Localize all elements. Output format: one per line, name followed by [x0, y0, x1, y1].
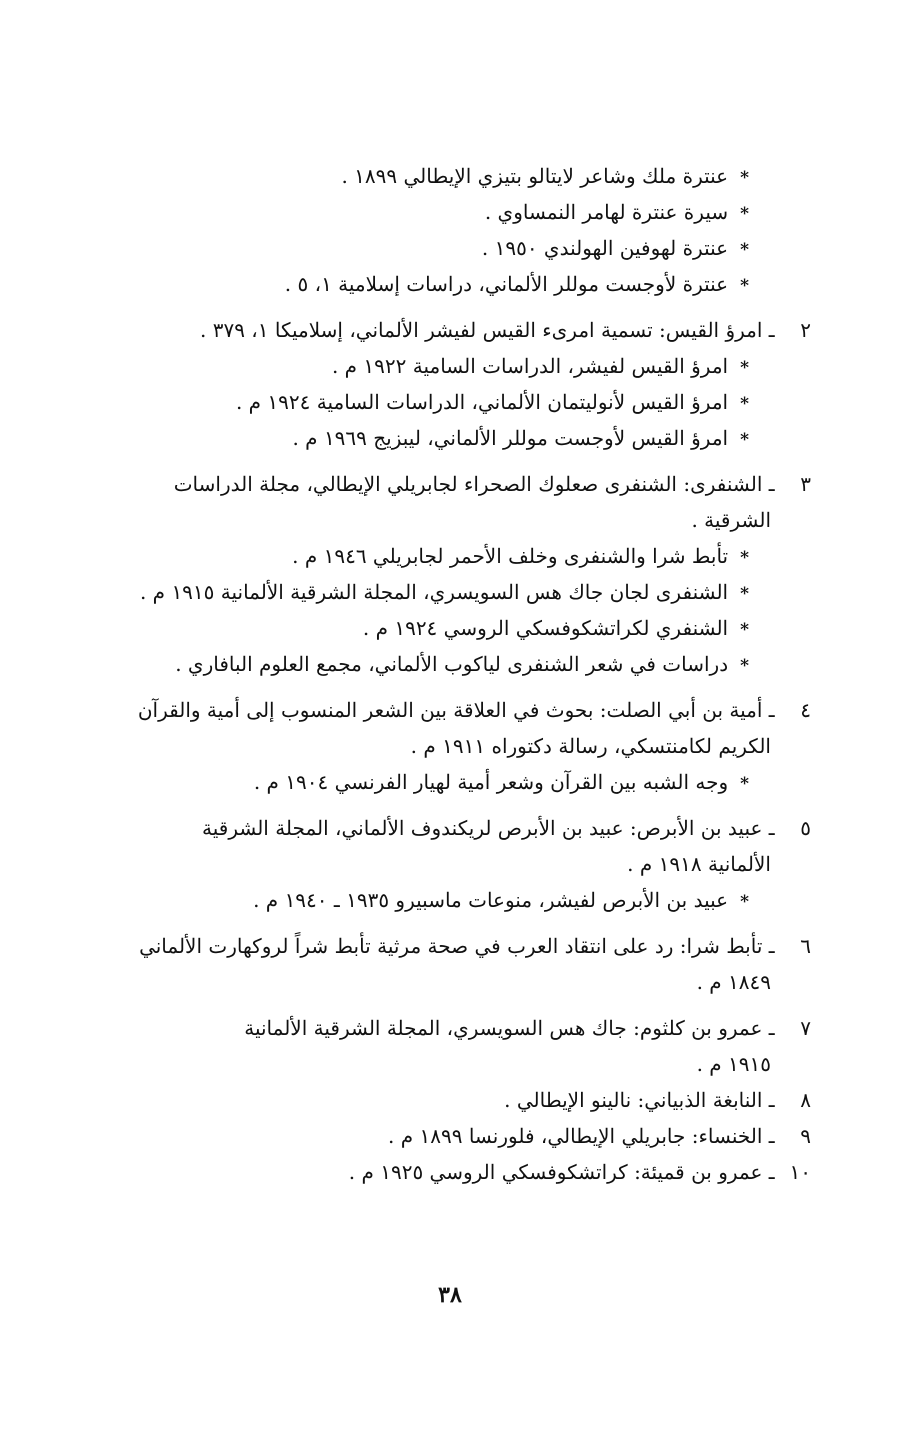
entry-continuation: الشرقية . — [691, 508, 771, 532]
entry-text: ـ أمية بن أبي الصلت: بحوث في العلاقة بين الشعر المنسوب إلى أمية والقرآن — [137, 698, 775, 722]
bullet-icon: * — [740, 620, 749, 640]
list-item — [90, 158, 811, 194]
entry-number: ٣ — [800, 472, 811, 496]
entry-text: ـ الشنفرى: الشنفرى صعلوك الصحراء لجابريلي الإيطالي، مجلة الدراسات — [173, 472, 775, 496]
list-item-text: عنترة لهوفين الهولندي ١٩٥٠ . — [481, 236, 729, 260]
entry-heading — [90, 1010, 811, 1046]
list-item-text: امرؤ القيس لفيشر، الدراسات السامية ١٩٢٢ م . — [331, 354, 729, 378]
bullet-icon: * — [740, 892, 749, 912]
bullet-icon: * — [740, 168, 749, 188]
bullet-icon: * — [740, 240, 749, 260]
entry-number: ٧ — [800, 1016, 811, 1040]
entry-number: ٤ — [800, 698, 811, 722]
entry-text: ـ عمرو بن كلثوم: جاك هس السويسري، المجلة الشرقية الألمانية — [244, 1016, 775, 1040]
list-item — [90, 230, 811, 266]
bullet-icon: * — [740, 276, 749, 296]
entry-heading — [90, 928, 811, 964]
entry-heading — [90, 692, 811, 728]
list-item — [90, 646, 811, 682]
entry-text: ـ الخنساء: جابريلي الإيطالي، فلورنسا ١٨٩٩ م . — [388, 1124, 775, 1148]
list-item — [90, 420, 811, 456]
list-item-text: سيرة عنترة لهامر النمساوي . — [484, 200, 729, 224]
bullet-icon: * — [740, 584, 749, 604]
entry-continuation: الألمانية ١٩١٨ م . — [627, 852, 771, 876]
entry-text: ـ امرؤ القيس: تسمية امرىء القيس لفيشر الألماني، إسلاميكا ١، ٣٧٩ . — [199, 318, 775, 342]
entry-continuation: ١٨٤٩ م . — [696, 970, 771, 994]
entry-number: ٨ — [800, 1088, 811, 1112]
bullet-icon: * — [740, 394, 749, 414]
list-item-text: دراسات في شعر الشنفرى لياكوب الألماني، مجمع العلوم البافاري . — [175, 652, 729, 676]
entry-continuation: الكريم لكامنتسكي، رسالة دكتوراه ١٩١١ م . — [410, 734, 771, 758]
entry-text: ـ عمرو بن قميئة: كراتشكوفسكي الروسي ١٩٢٥ م . — [348, 1160, 775, 1184]
entry-heading — [90, 312, 811, 348]
entry-number: ٦ — [800, 934, 811, 958]
list-item — [90, 764, 811, 800]
list-item — [90, 266, 811, 302]
entry-heading — [90, 1154, 811, 1190]
entry-heading — [90, 1118, 811, 1154]
page-number: ٣٨ — [438, 1282, 462, 1308]
entry-number: ٢ — [800, 318, 811, 342]
list-item — [90, 538, 811, 574]
entry-heading — [90, 810, 811, 846]
list-item-text: عبيد بن الأبرص لفيشر، منوعات ماسبيرو ١٩٣٥ ـ ١٩٤٠ م . — [253, 888, 729, 912]
bullet-icon: * — [740, 656, 749, 676]
list-item-text: عنترة ملك وشاعر لايتالو بتيزي الإيطالي ١٨٩٩ . — [341, 164, 729, 188]
list-item — [90, 194, 811, 230]
entry-text: ـ النابغة الذبياني: نالينو الإيطالي . — [504, 1088, 775, 1112]
list-item-text: الشنفرى لجان جاك هس السويسري، المجلة الشرقية الألمانية ١٩١٥ م . — [139, 580, 729, 604]
entry-heading — [90, 466, 811, 502]
list-item — [90, 384, 811, 420]
bullet-icon: * — [740, 774, 749, 794]
list-item — [90, 574, 811, 610]
list-item-text: تأبط شرا والشنفرى وخلف الأحمر لجابريلي ١٩٤٦ م . — [292, 544, 729, 568]
list-item — [90, 610, 811, 646]
list-item-text: الشنفري لكراتشكوفسكي الروسي ١٩٢٤ م . — [362, 616, 729, 640]
entry-heading — [90, 1082, 811, 1118]
bullet-icon: * — [740, 548, 749, 568]
list-item-text: امرؤ القيس لأوجست موللر الألماني، ليبزيج ١٩٦٩ م . — [292, 426, 729, 450]
entry-number: ٥ — [800, 816, 811, 840]
list-item-text: عنترة لأوجست موللر الألماني، دراسات إسلامية ١، ٥ . — [284, 272, 729, 296]
entry-text: ـ تأبط شرا: رد على انتقاد العرب في صحة مرثية تأبط شراً لروكهارت الألماني — [139, 934, 775, 958]
entry-continuation: ١٩١٥ م . — [696, 1052, 771, 1076]
list-item — [90, 882, 811, 918]
bullet-icon: * — [740, 204, 749, 224]
bullet-icon: * — [740, 430, 749, 450]
page-body — [90, 158, 811, 1190]
entry-number: ١٠ — [789, 1160, 811, 1184]
list-item-text: امرؤ القيس لأنوليتمان الألماني، الدراسات السامية ١٩٢٤ م . — [235, 390, 729, 414]
list-item — [90, 348, 811, 384]
bullet-icon: * — [740, 358, 749, 378]
entry-number: ٩ — [800, 1124, 811, 1148]
list-item-text: وجه الشبه بين القرآن وشعر أمية لهيار الفرنسي ١٩٠٤ م . — [253, 770, 729, 794]
entry-text: ـ عبيد بن الأبرص: عبيد بن الأبرص لريكندوف الألماني، المجلة الشرقية — [202, 816, 775, 840]
